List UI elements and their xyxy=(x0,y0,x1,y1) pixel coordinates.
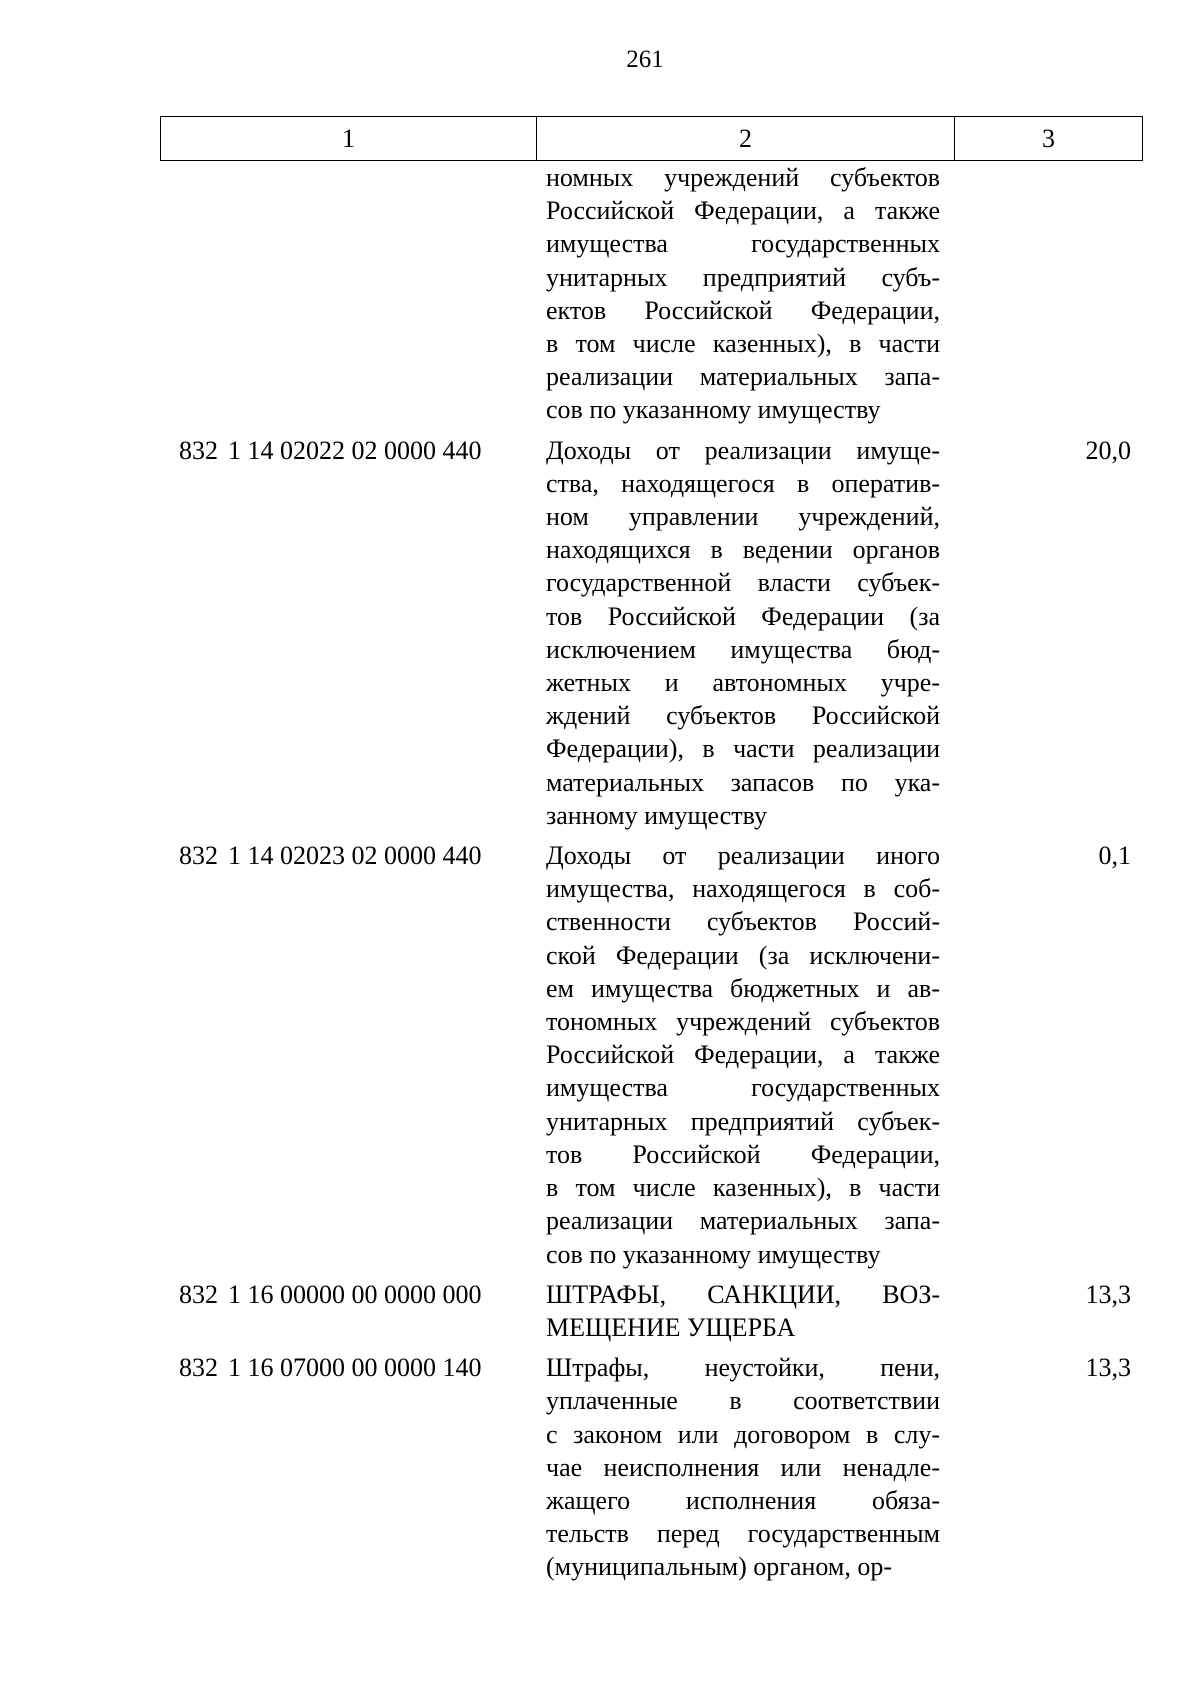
table-row xyxy=(160,1278,1143,1344)
description-line: с законом или договором в слу- xyxy=(546,1419,940,1449)
table-row xyxy=(160,161,1143,427)
amount-cell: 13,3 xyxy=(1085,1279,1131,1309)
description-line: номных учреждений субъектов xyxy=(546,163,940,192)
description-line: тономных учреждений субъектов xyxy=(546,1007,940,1037)
admin-code-cell: 832 xyxy=(179,1353,218,1383)
description-line: чае неисполнения или ненадле- xyxy=(546,1452,940,1482)
description-line: ственности субъектов Россий- xyxy=(546,907,940,937)
header-cell-1: 1 xyxy=(161,117,537,160)
description-line: Российской Федерации, а также xyxy=(546,196,940,226)
description-line: унитарных предприятий субъ- xyxy=(546,262,940,292)
description-line: Штрафы, неустойки, пени, xyxy=(546,1353,940,1383)
page-number: 261 xyxy=(626,46,664,73)
description-line: МЕЩЕНИЕ УЩЕРБА xyxy=(546,1312,796,1342)
table-row xyxy=(160,1351,1143,1583)
description-cell xyxy=(536,161,954,427)
description-line: тов Российской Федерации, xyxy=(546,1139,940,1169)
description-line: тельств перед государственным xyxy=(546,1519,940,1549)
description-line: находящихся в ведении органов xyxy=(546,535,940,565)
description-line: ектов Российской Федерации, xyxy=(546,295,940,325)
table-row xyxy=(160,434,1143,832)
admin-code-cell: 832 xyxy=(179,1279,218,1309)
description-line: сов по указанному имуществу xyxy=(546,1239,881,1269)
description-line: (муниципальным) органом, ор- xyxy=(546,1552,893,1582)
description-line: жащего исполнения обяза- xyxy=(546,1485,940,1515)
admin-code-cell: 832 xyxy=(179,435,218,465)
description-line: ждений субъектов Российской xyxy=(546,701,940,731)
description-line: сов по указанному имуществу xyxy=(546,395,881,425)
description-cell xyxy=(536,1278,954,1344)
description-line: имущества государственных xyxy=(546,1073,940,1103)
budget-code-cell: 1 16 00000 00 0000 000 xyxy=(228,1279,482,1309)
description-line: материальных запасов по ука- xyxy=(546,767,940,797)
description-cell xyxy=(536,434,954,832)
description-line: Российской Федерации, а также xyxy=(546,1040,940,1070)
description-line: занному имуществу xyxy=(546,800,767,830)
amount-cell: 20,0 xyxy=(1085,435,1131,465)
description-line: реализации материальных запа- xyxy=(546,1206,940,1236)
amount-cell: 13,3 xyxy=(1085,1353,1131,1383)
description-line: Доходы от реализации иного xyxy=(546,841,940,871)
description-line: уплаченные в соответствии xyxy=(546,1386,940,1416)
description-line: ем имущества бюджетных и ав- xyxy=(546,973,940,1003)
description-line: унитарных предприятий субъек- xyxy=(546,1106,940,1136)
admin-code-cell: 832 xyxy=(179,841,218,871)
budget-code-cell: 1 16 07000 00 0000 140 xyxy=(228,1353,482,1383)
description-line: ном управлении учреждений, xyxy=(546,502,940,532)
table-body xyxy=(160,161,1143,1591)
description-line: ства, находящегося в оператив- xyxy=(546,468,940,498)
description-cell xyxy=(536,839,954,1271)
header-cell-2: 2 xyxy=(537,117,955,160)
amount-cell: 0,1 xyxy=(1098,841,1131,871)
description-line: имущества государственных xyxy=(546,229,940,259)
budget-code-cell: 1 14 02023 02 0000 440 xyxy=(228,841,482,871)
description-line: жетных и автономных учре- xyxy=(546,668,940,698)
table-header xyxy=(160,116,1143,161)
description-line: исключением имущества бюд- xyxy=(546,634,940,664)
description-line: ской Федерации (за исключени- xyxy=(546,940,940,970)
description-line: тов Российской Федерации (за xyxy=(546,601,940,631)
description-line: Федерации), в части реализации xyxy=(546,734,940,764)
description-line: ШТРАФЫ, САНКЦИИ, ВОЗ- xyxy=(546,1279,940,1309)
table-row xyxy=(160,839,1143,1271)
budget-code-cell: 1 14 02022 02 0000 440 xyxy=(228,435,482,465)
description-line: Доходы от реализации имуще- xyxy=(546,435,940,465)
header-cell-3: 3 xyxy=(1042,123,1055,153)
description-line: в том числе казенных), в части xyxy=(546,329,940,359)
description-cell xyxy=(536,1351,954,1583)
description-line: в том числе казенных), в части xyxy=(546,1173,940,1203)
description-line: государственной власти субъек- xyxy=(546,568,940,598)
description-line: реализации материальных запа- xyxy=(546,362,940,392)
description-line: имущества, находящегося в соб- xyxy=(546,874,940,904)
